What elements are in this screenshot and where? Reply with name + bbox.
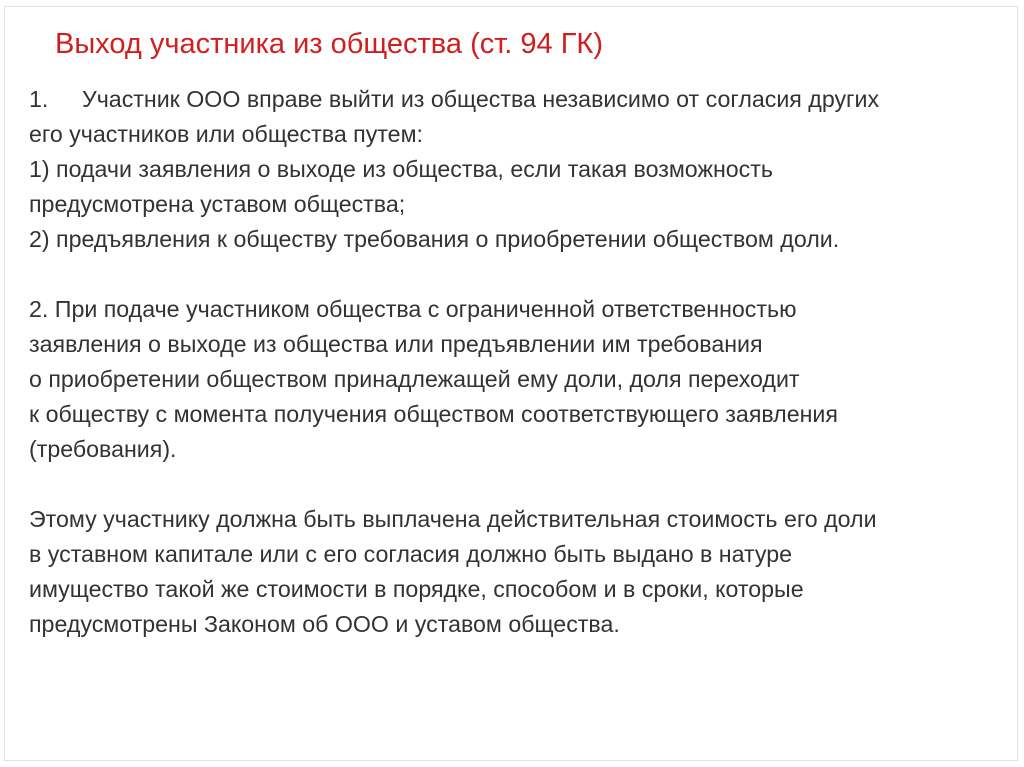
paragraph-3: [29, 502, 1004, 642]
paragraph-3-line: имущество такой же стоимости в порядке, способом и в сроки, которые: [29, 576, 804, 602]
paragraph-2-line: о приобретении обществом принадлежащей ему доли, доля переходит: [29, 366, 800, 392]
paragraph-1-line: предусмотрена уставом общества;: [29, 191, 406, 217]
paragraph-1-number: 1.: [29, 86, 49, 112]
paragraph-1-line: [29, 82, 1004, 117]
paragraph-1-line: его участников или общества путем:: [29, 121, 423, 147]
slide-title: Выход участника из общества (ст. 94 ГК): [55, 28, 603, 60]
paragraph-2-line: заявления о выходе из общества или предъявлении им требования: [29, 331, 763, 357]
paragraph-2-line: к обществу с момента получения обществом соответствующего заявления: [29, 401, 838, 427]
paragraph-1-line: 1) подачи заявления о выходе из общества, если такая возможность: [29, 156, 773, 182]
paragraph-1-line: 2) предъявления к обществу требования о приобретении обществом доли.: [29, 226, 840, 252]
paragraph-2: [29, 292, 1004, 467]
paragraph-spacer: [29, 257, 1004, 292]
slide-content: [29, 82, 1004, 642]
paragraph-1: [29, 82, 1004, 257]
paragraph-1-line-text: Участник ООО вправе выйти из общества независимо от согласия других: [82, 86, 880, 112]
paragraph-spacer: [29, 467, 1004, 502]
paragraph-3-line: предусмотрены Законом об ООО и уставом общества.: [29, 611, 620, 637]
paragraph-3-line: Этому участнику должна быть выплачена действительная стоимость его доли: [29, 506, 877, 532]
paragraph-2-line: 2. При подаче участником общества с ограниченной ответственностью: [29, 296, 797, 322]
paragraph-3-line: в уставном капитале или с его согласия должно быть выдано в натуре: [29, 541, 792, 567]
paragraph-2-line: (требования).: [29, 436, 177, 462]
